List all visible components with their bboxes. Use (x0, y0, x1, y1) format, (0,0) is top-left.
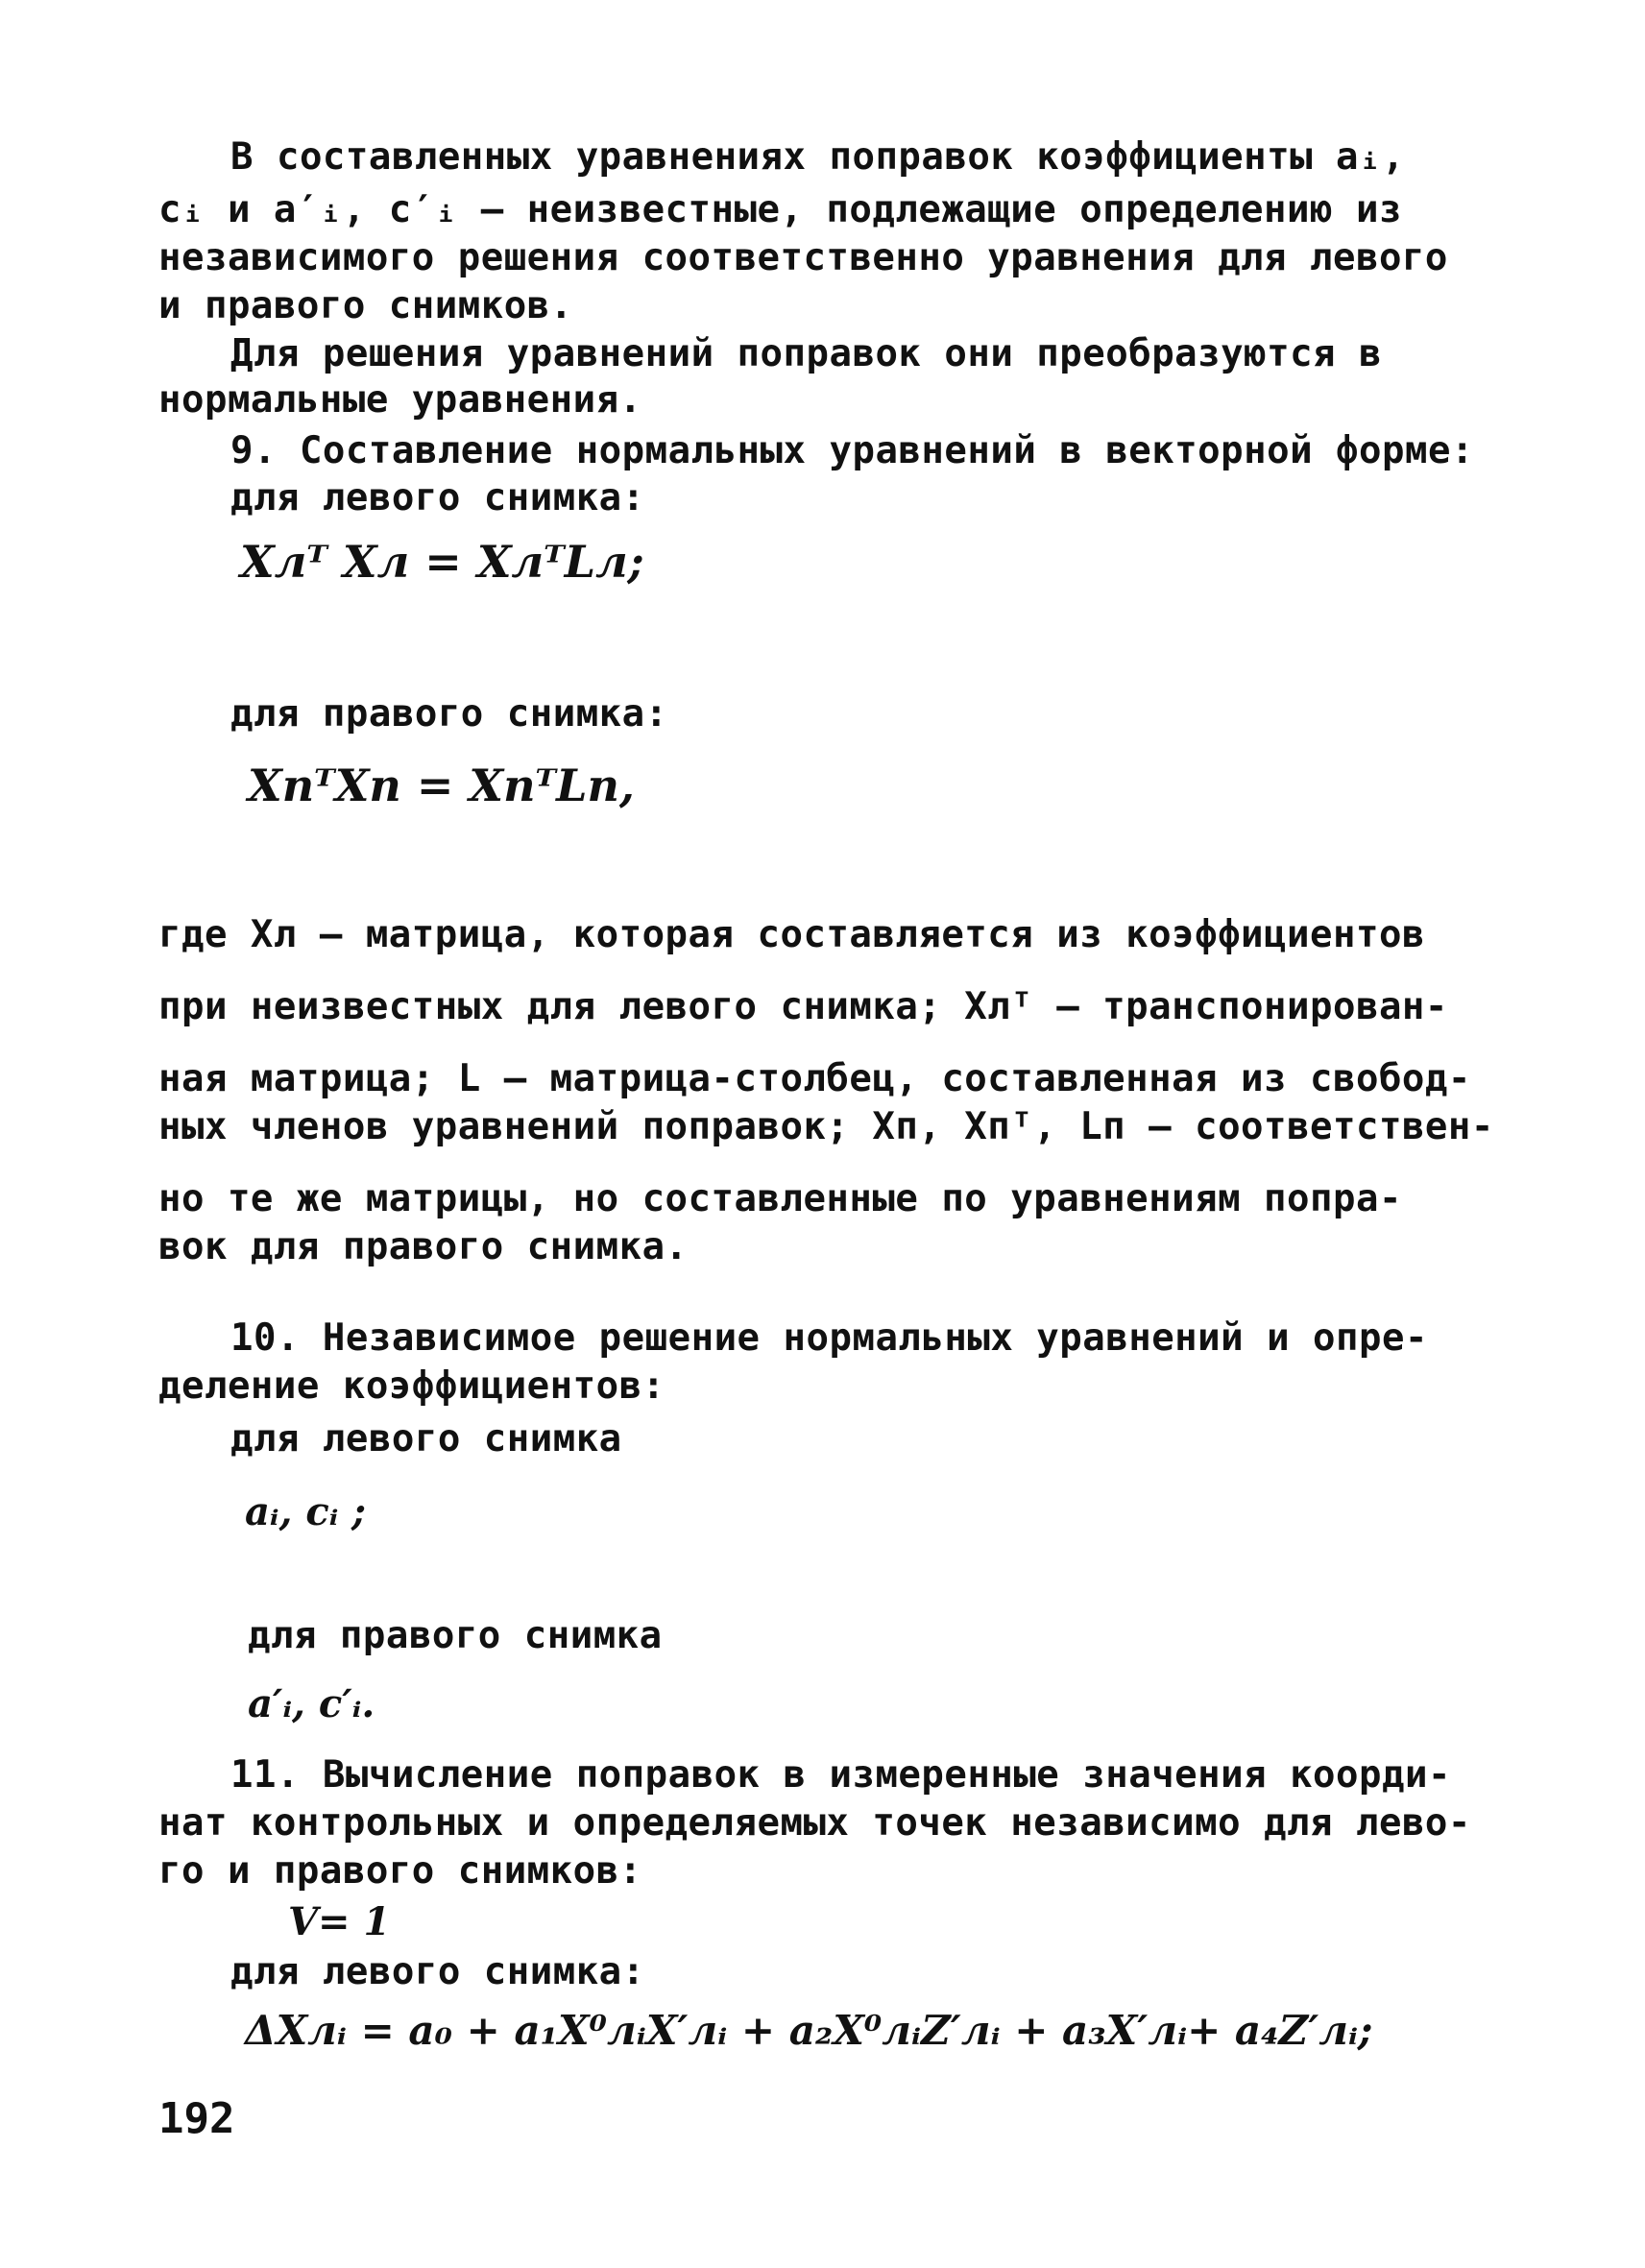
formula-delta-x-left: ΔXлᵢ = a₀ + a₁X⁰лᵢX′лᵢ + a₂X⁰лᵢZ′лᵢ + a₃X′лᵢ+ a₄Z′лᵢ; (245, 2007, 1373, 2054)
text-line: ная матрица; L – матрица-столбец, составленная из свобод- (158, 1057, 1471, 1100)
text-line: для левого снимка: (230, 1950, 645, 1993)
page-number: 192 (158, 2094, 235, 2143)
section-heading: 9. Составление нормальных уравнений в векторной форме: (230, 429, 1474, 472)
formula-normal-equation-right: XпᵀXп = XпᵀLп, (248, 760, 635, 811)
text-line: для левого снимка (230, 1417, 622, 1460)
section-heading: 11. Вычисление поправок в измеренные значения коорди- (230, 1753, 1451, 1797)
formula-v: V= 1 (288, 1899, 391, 1944)
text-line: ных членов уравнений поправок; Xп, Xпᵀ, Lп – соответствен- (158, 1105, 1494, 1148)
text-line: независимого решения соответственно уравнения для левого (158, 236, 1448, 279)
text-line: но те же матрицы, но составленные по уравнениям попра- (158, 1177, 1402, 1220)
text-line: для правого снимка: (230, 692, 668, 736)
text-line: cᵢ и a′ᵢ, c′ᵢ – неизвестные, подлежащие определению из (158, 188, 1402, 231)
formula-coefficients-right: a′ᵢ, c′ᵢ. (248, 1681, 375, 1726)
text-line: вок для правого снимка. (158, 1225, 689, 1268)
text-line: го и правого снимков: (158, 1849, 642, 1893)
text-line: где Xл – матрица, которая составляется из коэффициентов (158, 913, 1425, 956)
text-line: для левого снимка: (230, 476, 645, 519)
text-line: нат контрольных и определяемых точек независимо для лево- (158, 1801, 1471, 1845)
text-line: для правого снимка (248, 1614, 663, 1657)
text-line: Для решения уравнений поправок они преобразуются в (230, 332, 1382, 375)
text-line: нормальные уравнения. (158, 378, 642, 422)
text-line: и правого снимков. (158, 284, 573, 327)
formula-coefficients-left: aᵢ, cᵢ ; (245, 1489, 366, 1534)
formula-normal-equation-left: Xлᵀ Xл = XлᵀLл; (240, 536, 644, 588)
section-heading: 10. Независимое решение нормальных уравнений и опре- (230, 1316, 1428, 1360)
text-line: В составленных уравнениях поправок коэффициенты aᵢ, (230, 135, 1405, 179)
text-line: при неизвестных для левого снимка; Xлᵀ – транспонирован- (158, 985, 1448, 1028)
text-line: деление коэффициентов: (158, 1364, 665, 1408)
